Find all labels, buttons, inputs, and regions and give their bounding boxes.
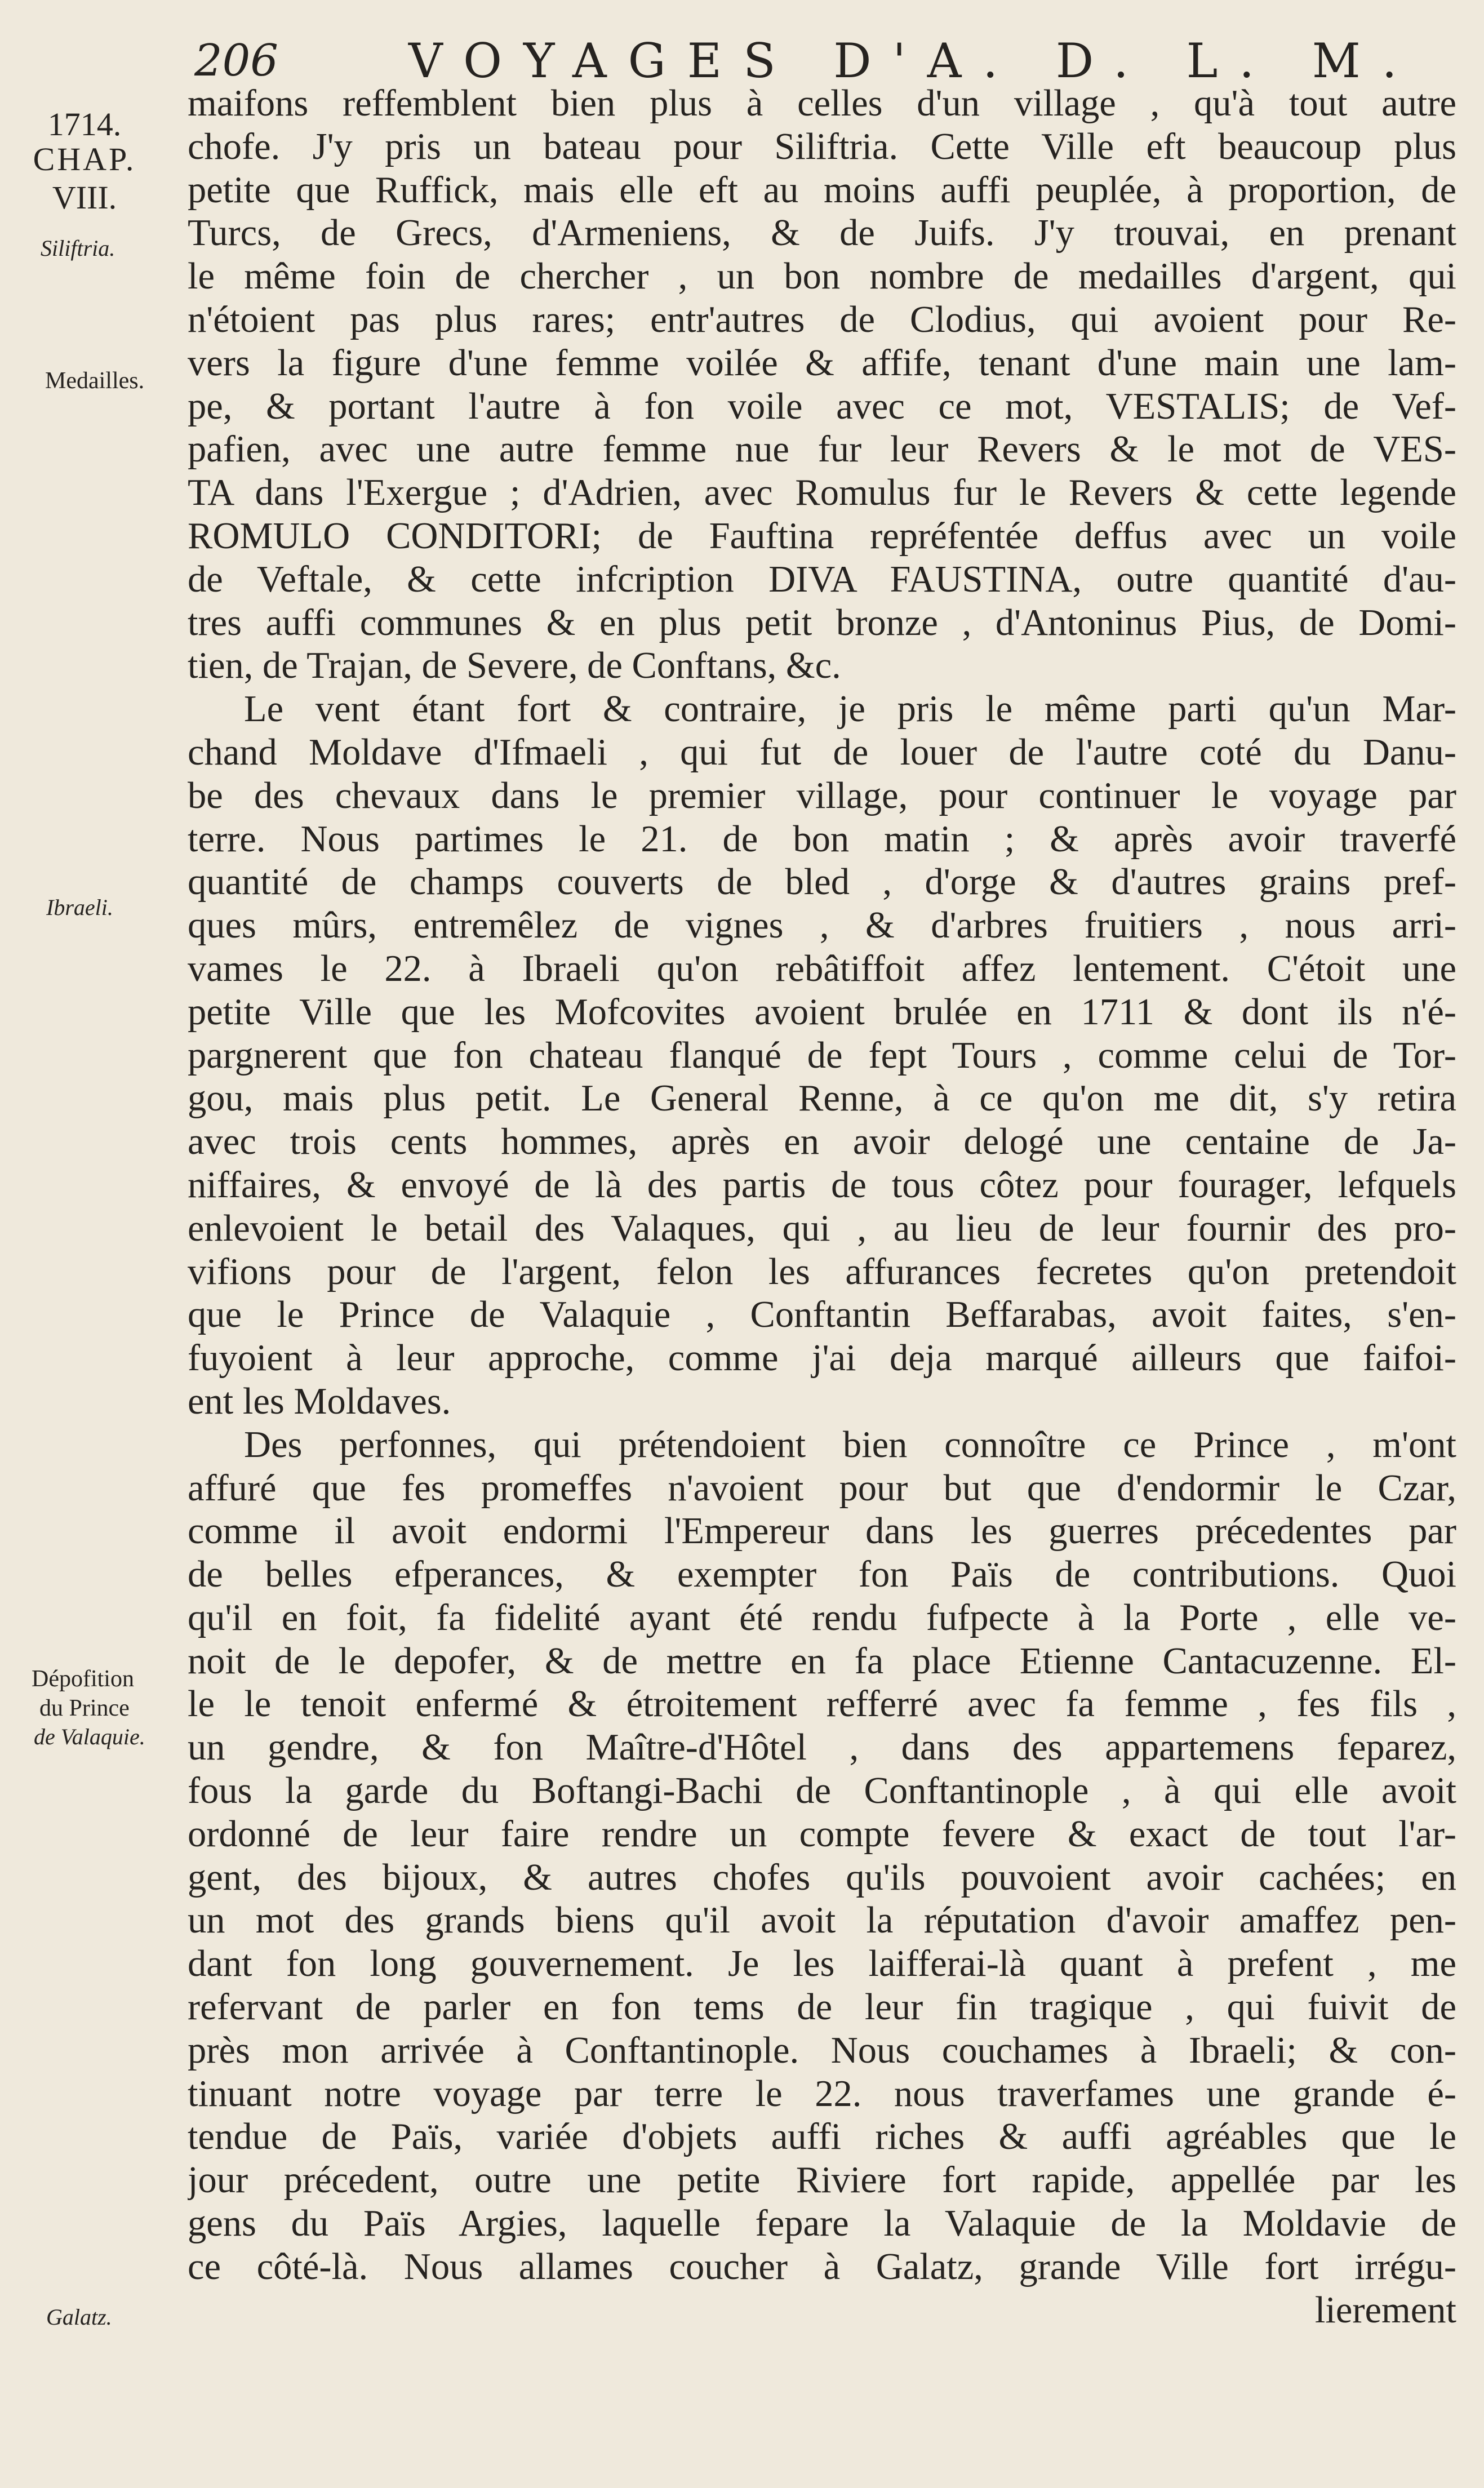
- text-line: de Veftale, & cette infcription DIVA FAUSTINA, outre quantité d'au-: [188, 558, 1456, 600]
- text-line: dant fon long gouvernement. Je les laifferai-là quant à prefent , me: [188, 1943, 1456, 1985]
- margin-note-medailles: Medailles.: [45, 368, 145, 394]
- text-line: lierement: [1314, 2289, 1456, 2331]
- text-line: vers la figure d'une femme voilée & affife, tenant d'une main une lam-: [188, 342, 1456, 384]
- page-number: 206: [194, 35, 278, 86]
- text-line: près mon arrivée à Conftantinople. Nous couchames à Ibraeli; & con-: [188, 2029, 1456, 2071]
- text-line: qu'il en foit, fa fidelité ayant été rendu fufpecte à la Porte , elle ve-: [188, 1597, 1456, 1638]
- text-line: Le vent étant fort & contraire, je pris le même parti qu'un Mar-: [244, 688, 1456, 730]
- margin-chapter: CHAP.: [33, 141, 136, 177]
- text-line: noit de le depofer, & de mettre en fa place Etienne Cantacuzenne. El-: [188, 1640, 1456, 1682]
- text-line: n'étoient pas plus rares; entr'autres de Clodius, qui avoient pour Re-: [188, 299, 1456, 340]
- margin-note-silistria: Siliftria.: [41, 236, 115, 261]
- text-line: refervant de parler en fon tems de leur fin tragique , qui fuivit de: [188, 1987, 1456, 2028]
- text-line: petite que Ruffick, mais elle eft au moins auffi peuplée, à proportion, de: [188, 169, 1456, 211]
- text-line: gens du Païs Argies, laquelle fepare la Valaquie de la Moldavie de: [188, 2203, 1456, 2245]
- text-line: enlevoient le betail des Valaques, qui , au lieu de leur fournir des pro-: [188, 1207, 1456, 1249]
- text-line: chofe. J'y pris un bateau pour Siliftria. Cette Ville eft beaucoup plus: [188, 126, 1456, 167]
- text-line: vames le 22. à Ibraeli qu'on rebâtiffoit affez lentement. C'étoit une: [188, 948, 1456, 989]
- text-line: pe, & portant l'autre à fon voile avec ce mot, VESTALIS; de Vef-: [188, 385, 1456, 427]
- text-line: vifions pour de l'argent, felon les affurances fecretes qu'on pretendoit: [188, 1251, 1456, 1292]
- text-line: ent les Moldaves.: [188, 1380, 451, 1422]
- text-line: fous la garde du Boftangi-Bachi de Conftantinople , à qui elle avoit: [188, 1770, 1456, 1812]
- margin-note-deposition-line-3: de Valaquie.: [34, 1724, 145, 1749]
- text-line: tinuant notre voyage par terre le 22. nous traverfames une grande é-: [188, 2073, 1456, 2114]
- margin-note-deposition-line-2: du Prince: [39, 1695, 130, 1721]
- text-line: maifons reffemblent bien plus à celles d'un village , qu'à tout autre: [188, 83, 1456, 124]
- running-title: VOYAGES D'A. D. L. M.: [408, 33, 1419, 88]
- text-line: pargnerent que fon chateau flanqué de fept Tours , comme celui de Tor-: [188, 1034, 1456, 1076]
- text-line: comme il avoit endormi l'Empereur dans les guerres précedentes par: [188, 1510, 1456, 1552]
- text-line: Turcs, de Grecs, d'Armeniens, & de Juifs. J'y trouvai, en prenant: [188, 212, 1456, 254]
- text-line: tien, de Trajan, de Severe, de Conftans, &c.: [188, 645, 841, 687]
- text-line: chand Moldave d'Ifmaeli , qui fut de louer de l'autre coté du Danu-: [188, 731, 1456, 773]
- text-line: le même foin de chercher , un bon nombre de medailles d'argent, qui: [188, 256, 1456, 297]
- text-line: Des perfonnes, qui prétendoient bien connoître ce Prince , m'ont: [244, 1424, 1456, 1465]
- text-line: TA dans l'Exergue ; d'Adrien, avec Romulus fur le Revers & cette legende: [188, 472, 1456, 514]
- text-line: jour précedent, outre une petite Riviere fort rapide, appellée par les: [188, 2160, 1456, 2201]
- text-line: ordonné de leur faire rendre un compte fevere & exact de tout l'ar-: [188, 1813, 1456, 1855]
- text-line: niffaires, & envoyé de là des partis de tous côtez pour fourager, lefquels: [188, 1164, 1456, 1206]
- text-line: que le Prince de Valaquie , Conftantin Beffarabas, avoit faites, s'en-: [188, 1294, 1456, 1336]
- text-line: terre. Nous partimes le 21. de bon matin ; & après avoir traverfé: [188, 818, 1456, 860]
- text-line: avec trois cents hommes, après en avoir delogé une centaine de Ja-: [188, 1121, 1456, 1163]
- text-line: fuyoient à leur approche, comme j'ai deja marqué ailleurs que faifoi-: [188, 1338, 1456, 1379]
- margin-note-galatz: Galatz.: [46, 2304, 112, 2330]
- text-line: gou, mais plus petit. Le General Renne, à ce qu'on me dit, s'y retira: [188, 1078, 1456, 1119]
- text-line: de belles efperances, & exempter fon Païs de contributions. Quoi: [188, 1554, 1456, 1596]
- text-line: le le tenoit enfermé & étroitement refferré avec fa femme , fes fils ,: [188, 1683, 1456, 1725]
- text-line: tendue de Païs, variée d'objets auffi riches & auffi agréables que le: [188, 2116, 1456, 2158]
- text-line: be des chevaux dans le premier village, pour continuer le voyage par: [188, 775, 1456, 816]
- text-line: un mot des grands biens qu'il avoit la réputation d'avoir amaffez pen-: [188, 1900, 1456, 1941]
- text-line: pafien, avec une autre femme nue fur leur Revers & le mot de VES-: [188, 429, 1456, 470]
- margin-note-deposition-line-1: Dépofition: [32, 1666, 134, 1692]
- text-line: petite Ville que les Mofcovites avoient brulée en 1711 & dont ils n'é-: [188, 991, 1456, 1033]
- body-text: [188, 82, 1456, 2332]
- text-line: gent, des bijoux, & autres chofes qu'ils pouvoient avoir cachées; en: [188, 1856, 1456, 1898]
- margin-year: 1714.: [47, 106, 122, 143]
- text-line: ce côté-là. Nous allames coucher à Galatz, grande Ville fort irrégu-: [188, 2246, 1456, 2287]
- text-line: tres auffi communes & en plus petit bronze , d'Antoninus Pius, de Domi-: [188, 602, 1456, 643]
- text-line: affuré que fes promeffes n'avoient pour but que d'endormir le Czar,: [188, 1467, 1456, 1509]
- text-line: ques mûrs, entremêlez de vignes , & d'arbres fruitiers , nous arri-: [188, 905, 1456, 947]
- text-line: quantité de champs couverts de bled , d'orge & d'autres grains pref-: [188, 861, 1456, 903]
- margin-note-ibraeli: Ibraeli.: [46, 895, 113, 920]
- text-line: ROMULO CONDITORI; de Fauftina repréfentée deffus avec un voile: [188, 515, 1456, 557]
- page-header: [194, 33, 1468, 89]
- margin-chapter-number: VIII.: [52, 179, 117, 216]
- text-line: un gendre, & fon Maître-d'Hôtel , dans des appartemens feparez,: [188, 1727, 1456, 1769]
